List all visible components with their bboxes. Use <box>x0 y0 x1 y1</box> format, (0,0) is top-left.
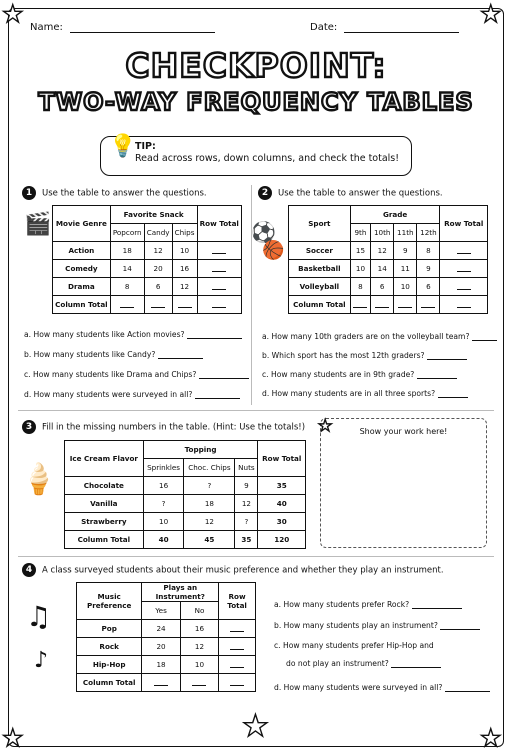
table-row: Comedy 14 20 16 <box>53 260 242 278</box>
section1-number: 1 <box>22 186 36 200</box>
section1-instruction: 1 Use the table to answer the questions. <box>22 186 207 200</box>
star-icon: ★ <box>318 416 333 435</box>
question: do not play an instrument? <box>286 658 441 668</box>
tip-box <box>100 136 412 176</box>
basketball-icon: 🏀 <box>262 240 285 261</box>
table-row: Rock 20 12 <box>77 638 256 656</box>
star-icon: ★ <box>480 0 502 28</box>
question: b. How many students like Candy? <box>24 349 203 359</box>
date-label: Date: <box>310 22 338 33</box>
section3-table: Ice Cream Flavor Topping Row Total Sprinkles Choc. Chips Nuts Chocolate 16 ? 9 35 Vanilla ? 18 12 40 Strawberry 10 12 ? 30 Column Total 40 45 35 120 <box>64 440 306 549</box>
section2-table: Sport Grade Row Total 9th 10th 11th 12th Soccer 15 12 9 8 Basketball 10 14 11 9 Volleyball 8 6 10 6 Column Total <box>288 205 488 314</box>
clapperboard-icon: 🎬 <box>24 212 52 237</box>
question: c. How many students are in 9th grade? <box>262 369 457 379</box>
answer-blank[interactable] <box>440 278 488 296</box>
question: a. How many students prefer Rock? <box>274 599 462 609</box>
section4-number: 4 <box>22 563 36 577</box>
answer-blank[interactable] <box>197 242 241 260</box>
star-icon: ★ <box>2 0 24 28</box>
question: b. How many students play an instrument? <box>274 620 480 630</box>
star-icon: ★ <box>2 724 24 752</box>
table-row: Column Total <box>289 296 488 314</box>
table-row: Action 18 12 10 <box>53 242 242 260</box>
star-icon: ★ <box>242 709 269 744</box>
answer-blank[interactable] <box>197 260 241 278</box>
work-area[interactable] <box>320 418 487 548</box>
music-note-icon: ♫ <box>26 600 52 633</box>
question: c. How many students prefer Hip-Hop and <box>274 641 434 650</box>
table-row: Column Total <box>77 674 256 692</box>
section4-table: Music Preference Plays an Instrument? Row Total Yes No Pop 24 16 Rock 20 12 Hip-Hop 18 10 Column Total <box>76 582 256 692</box>
table-row: Column Total <box>53 296 242 314</box>
section3-instruction: 3 Fill in the missing numbers in the table. (Hint: Use the totals!) <box>22 420 305 434</box>
page-subtitle: TWO-WAY FREQUENCY TABLES <box>38 88 474 116</box>
table-row: Column Total 40 45 35 120 <box>65 531 306 549</box>
table-row: Pop 24 16 <box>77 620 256 638</box>
question: b. Which sport has the most 12th graders? <box>262 350 467 360</box>
question: c. How many students like Drama and Chips? <box>24 369 249 379</box>
answer-blank[interactable] <box>440 260 488 278</box>
tip-text: Read across rows, down columns, and check the totals! <box>135 153 400 164</box>
table-row: Hip-Hop 18 10 <box>77 656 256 674</box>
question: a. How many students like Action movies? <box>24 329 242 339</box>
answer-blank[interactable] <box>197 278 241 296</box>
table-row: Strawberry 10 12 ? 30 <box>65 513 306 531</box>
table-row: Chocolate 16 ? 9 35 <box>65 477 306 495</box>
lightbulb-icon: 💡 <box>109 134 137 159</box>
section4-instruction: 4 A class surveyed students about their music preference and whether they play an instrument. <box>22 563 444 577</box>
star-icon: ★ <box>480 724 502 752</box>
section2-instruction: 2 Use the table to answer the questions. <box>258 186 443 200</box>
answer-blank[interactable] <box>219 656 256 674</box>
name-field[interactable] <box>30 22 215 33</box>
answer-blank[interactable] <box>219 638 256 656</box>
question: d. How many students were surveyed in all? <box>274 682 490 692</box>
section2-number: 2 <box>258 186 272 200</box>
section1-table: Movie Genre Favorite Snack Row Total Popcorn Candy Chips Action 18 12 10 Comedy 14 20 16 Drama 8 6 12 Column Total <box>52 205 242 314</box>
soccer-ball-icon: ⚽ <box>251 220 276 244</box>
table-row: Drama 8 6 12 <box>53 278 242 296</box>
table-row: Basketball 10 14 11 9 <box>289 260 488 278</box>
question: d. How many students were surveyed in all? <box>24 389 240 399</box>
page-title: CHECKPOINT: <box>125 46 387 85</box>
name-label: Name: <box>30 22 63 33</box>
answer-blank[interactable] <box>440 242 488 260</box>
date-field[interactable] <box>310 22 459 33</box>
table-row: Volleyball 8 6 10 6 <box>289 278 488 296</box>
ice-cream-icon: 🍦 <box>20 462 58 497</box>
table-row: Vanilla ? 18 12 40 <box>65 495 306 513</box>
question: d. How many students are in all three sports? <box>262 388 468 398</box>
work-area-label: Show your work here! <box>359 427 448 436</box>
table-row: Soccer 15 12 9 8 <box>289 242 488 260</box>
answer-blank[interactable] <box>219 620 256 638</box>
section3-number: 3 <box>22 420 36 434</box>
tip-label: TIP: <box>135 141 156 152</box>
music-note-icon: ♪ <box>34 648 49 673</box>
question: a. How many 10th graders are on the volleyball team? <box>262 331 497 341</box>
